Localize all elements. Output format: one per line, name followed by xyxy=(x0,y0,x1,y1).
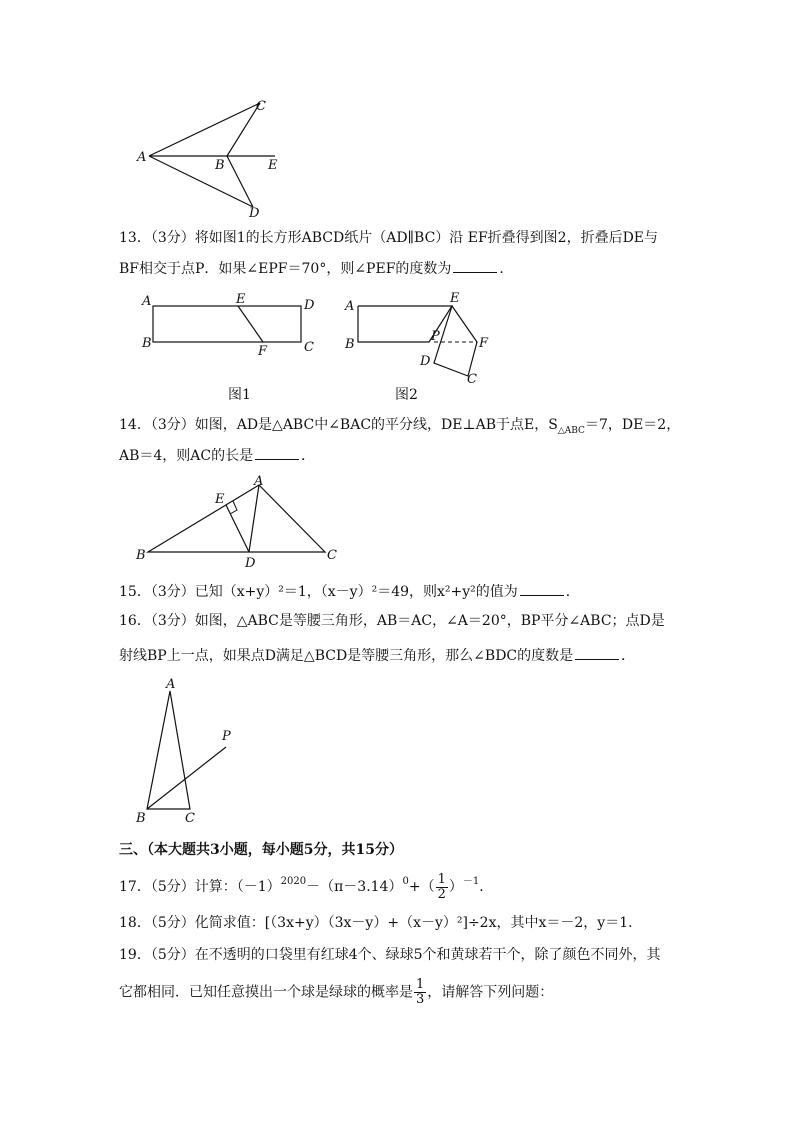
label-e: E xyxy=(450,291,460,306)
denominator: 2 xyxy=(437,886,446,902)
label-a: A xyxy=(345,299,355,314)
q14-line2-text: AB＝4，则AC的长是 xyxy=(119,448,254,464)
label-p: P xyxy=(431,329,440,344)
q16-line2-text: 射线BP上一点，如果点D满足△BCD是等腰三角形，那么∠BDC的度数是 xyxy=(119,648,574,664)
label-b: B xyxy=(215,158,225,173)
q15-text: 15．（3分）已知（x+y）²＝1，（x－y）²＝49，则x²+y²的值为 xyxy=(119,584,518,600)
q17-exp3: －1 xyxy=(462,876,480,887)
q19-line2-a: 它都相同．已知任意摸出一个球是绿球的概率是 xyxy=(119,984,413,1001)
label-b: B xyxy=(142,336,152,351)
figure-q13-fig2 xyxy=(342,290,502,390)
q18-line: 18．（5分）化简求值：[（3x+y）（3x－y）+（x－y）²]÷2x，其中x＝－2，y＝1． xyxy=(119,915,643,931)
label-e: E xyxy=(268,158,278,173)
numerator: 1 xyxy=(437,871,446,887)
label-b: B xyxy=(345,337,355,352)
label-c: C xyxy=(185,811,195,826)
q17-exp2: 0 xyxy=(402,876,409,887)
figure-q12 xyxy=(135,95,295,225)
q14-line1 xyxy=(119,415,680,441)
label-b: B xyxy=(136,548,146,563)
q17-exp1: 2020 xyxy=(280,876,307,887)
q14-line1-a: 14．（3分）如图，AD是△ABC中∠BAC的平分线，DE⊥AB于点E，S xyxy=(119,417,558,433)
label-e: E xyxy=(236,292,246,307)
q17-plus: +（ xyxy=(408,879,435,895)
q17-mid: －（π－3.14） xyxy=(306,879,403,895)
q19-line1: 19．（5分）在不透明的口袋里有红球4个、绿球5个和黄球若干个，除了颜色不同外，其 xyxy=(119,947,661,963)
q14-sub: △ABC xyxy=(557,426,585,436)
q14-line1-b: ＝7，DE＝2， xyxy=(584,417,681,433)
fraction xyxy=(414,978,426,1007)
q15-line: 15．（3分）已知（x+y）²＝1，（x－y）²＝49，则x²+y²的值为 ． xyxy=(119,581,580,602)
numerator: 1 xyxy=(416,977,425,992)
fraction xyxy=(436,873,448,902)
label-c: C xyxy=(327,548,337,563)
label-f: F xyxy=(479,336,489,351)
section-heading: 三、（本大题共3小题，每小题5分，共15分） xyxy=(119,842,403,858)
q16-line1: 16．（3分）如图，△ABC是等腰三角形，AB＝AC，∠A＝20°，BP平分∠ABC；点D是 xyxy=(119,613,665,629)
q19-line2 xyxy=(119,978,553,1007)
answer-blank xyxy=(575,645,619,660)
q17-close: ） xyxy=(448,879,463,895)
answer-blank xyxy=(255,445,299,460)
label-d: D xyxy=(420,354,431,369)
figure-q14 xyxy=(133,475,353,570)
fig2-caption: 图2 xyxy=(395,387,418,403)
denominator: 3 xyxy=(416,992,425,1007)
label-a: A xyxy=(254,474,264,489)
figure-q16 xyxy=(132,675,252,825)
label-b: B xyxy=(136,811,146,826)
q17-line xyxy=(119,872,493,902)
q17-pre: 17．（5分）计算：（－1） xyxy=(119,879,281,895)
label-c: C xyxy=(467,372,477,387)
label-d: D xyxy=(249,206,260,221)
label-c: C xyxy=(256,99,266,114)
answer-blank xyxy=(520,581,564,596)
q17-end: ． xyxy=(479,879,494,895)
label-d: D xyxy=(304,298,315,313)
q13-line1: 13．（3分）将如图1的长方形ABCD纸片（AD∥BC）沿 EF折叠得到图2，折叠后DE与 xyxy=(119,230,659,246)
q19-line2-b: ，请解答下列问题： xyxy=(427,984,554,1001)
label-f: F xyxy=(258,344,268,359)
figure-q13-fig1 xyxy=(140,290,330,360)
q16-line2: 射线BP上一点，如果点D满足△BCD是等腰三角形，那么∠BDC的度数是 ． xyxy=(119,645,635,666)
q14-line2: AB＝4，则AC的长是 ． xyxy=(119,445,315,466)
q13-line2-text: BF相交于点P．如果∠EPF＝70°，则∠PEF的度数为 xyxy=(119,261,452,277)
label-a: A xyxy=(166,677,176,692)
label-a: A xyxy=(142,294,152,309)
label-p: P xyxy=(222,729,231,744)
label-a: A xyxy=(137,150,147,165)
fig1-caption: 图1 xyxy=(228,387,251,403)
q13-line2: BF相交于点P．如果∠EPF＝70°，则∠PEF的度数为 ． xyxy=(119,258,513,279)
label-d: D xyxy=(245,556,256,571)
label-e: E xyxy=(215,492,225,507)
answer-blank xyxy=(453,258,497,273)
label-c: C xyxy=(304,340,314,355)
